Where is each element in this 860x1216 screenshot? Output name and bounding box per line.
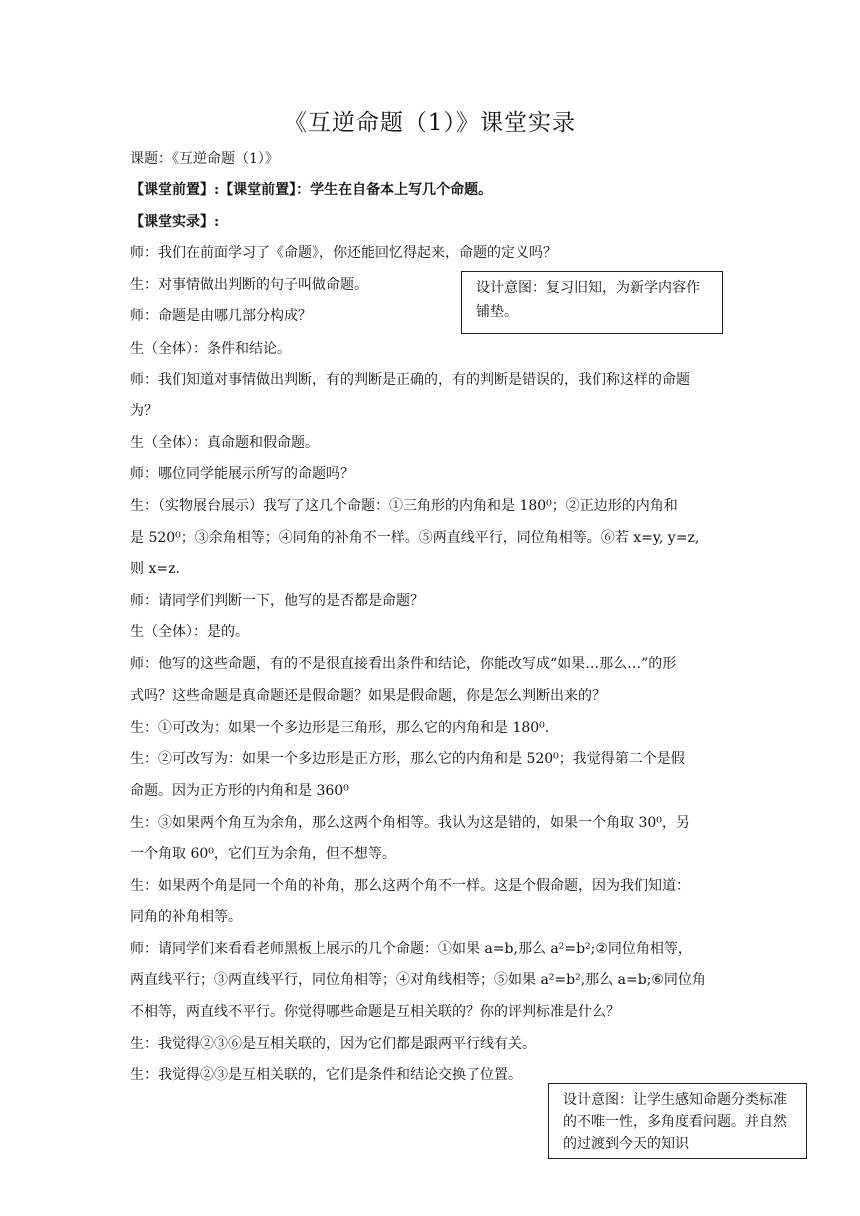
paragraph-line: 生：①可改为：如果一个多边形是三角形，那么它的内角和是 180⁰. [130,720,550,736]
note-line: 的过渡到今天的知识 [563,1136,689,1152]
paragraph-line: 师：请同学们判断一下，他写的是否都是命题？ [130,593,424,609]
paragraph-line: 生：我觉得②③⑥是互相关联的，因为它们都是跟两平行线有关。 [130,1036,536,1052]
paragraph-line: 不相等，两直线不平行。你觉得哪些命题是互相关联的？你的评判标准是什么？ [130,1004,620,1020]
paragraph-line: 生（全体）：条件和结论。 [130,341,291,357]
paragraph-line: 师：命题是由哪几部分构成？ [130,308,312,324]
paragraph-line: 则 x=z. [130,561,180,577]
paragraph-line: 生（全体）：是的。 [130,624,249,640]
paragraph-line: 同角的补角相等。 [130,909,242,925]
paragraph-line: 师：我们在前面学习了《命题》，你还能回忆得起来，命题的定义吗？ [130,245,557,261]
document-title: 《互逆命题（1）》课堂实录 [283,110,577,136]
note-line: 设计意图：复习旧知，为新学内容作 [476,280,700,296]
paragraph-line: 生：如果两个角是同一个角的补角，那么这两个角不一样。这是个假命题，因为我们知道： [130,878,690,894]
paragraph-line: 是 520⁰；③余角相等；④同角的补角不一样。⑤两直线平行，同位角相等。⑥若 x=y, y=z, [130,530,700,546]
lesson-topic: 课题：《互逆命题（1）》 [130,151,279,167]
paragraph-line: 生：（实物展台展示）我写了这几个命题：①三角形的内角和是 180⁰；②正边形的内角和 [130,498,678,514]
paragraph-line: 生：③如果两个角互为余角，那么这两个角相等。我认为这是错的，如果一个角取 30⁰，另 [130,815,690,831]
paragraph-line: 为？ [130,403,158,419]
paragraph-line: 一个角取 60⁰，它们互为余角，但不想等。 [130,846,396,862]
paragraph-line: 生：对事情做出判断的句子叫做命题。 [130,277,368,293]
paragraph-line: 两直线平行；③两直线平行，同位角相等；④对角线相等；⑤如果 a²=b²,那么 a=b;⑥同位角 [130,972,706,988]
design-intent-note [461,271,723,334]
note-line: 的不唯一性，多角度看问题。并自然 [563,1114,787,1130]
paragraph-line: 生：②可改写为：如果一个多边形是正方形，那么它的内角和是 520⁰；我觉得第二个是假 [130,751,685,767]
paragraph-line: 生（全体）：真命题和假命题。 [130,435,319,451]
paragraph-line: 师：哪位同学能展示所写的命题吗？ [130,466,354,482]
section-record-heading: 【课堂实录】: [130,214,220,230]
design-intent-note [548,1083,807,1159]
note-line: 设计意图：让学生感知命题分类标准 [563,1092,787,1108]
paragraph-line: 师：我们知道对事情做出判断，有的判断是正确的，有的判断是错误的，我们称这样的命题 [130,372,690,388]
section-preclass: 【课堂前置】:【课堂前置】：学生在自备本上写几个命题。 [130,182,493,198]
paragraph-line: 师：他写的这些命题，有的不是很直接看出条件和结论，你能改写成“如果…那么…”的形 [130,656,677,672]
paragraph-line: 命题。因为正方形的内角和是 360⁰ [130,783,349,799]
note-line: 铺垫。 [476,304,518,320]
paragraph-line: 师：请同学们来看看老师黑板上展示的几个命题：①如果 a=b,那么 a²=b²;②同位角相等， [130,941,692,957]
paragraph-line: 生：我觉得②③是互相关联的，它们是条件和结论交换了位置。 [130,1067,522,1083]
paragraph-line: 式吗？这些命题是真命题还是假命题？如果是假命题，你是怎么判断出来的？ [130,688,606,704]
